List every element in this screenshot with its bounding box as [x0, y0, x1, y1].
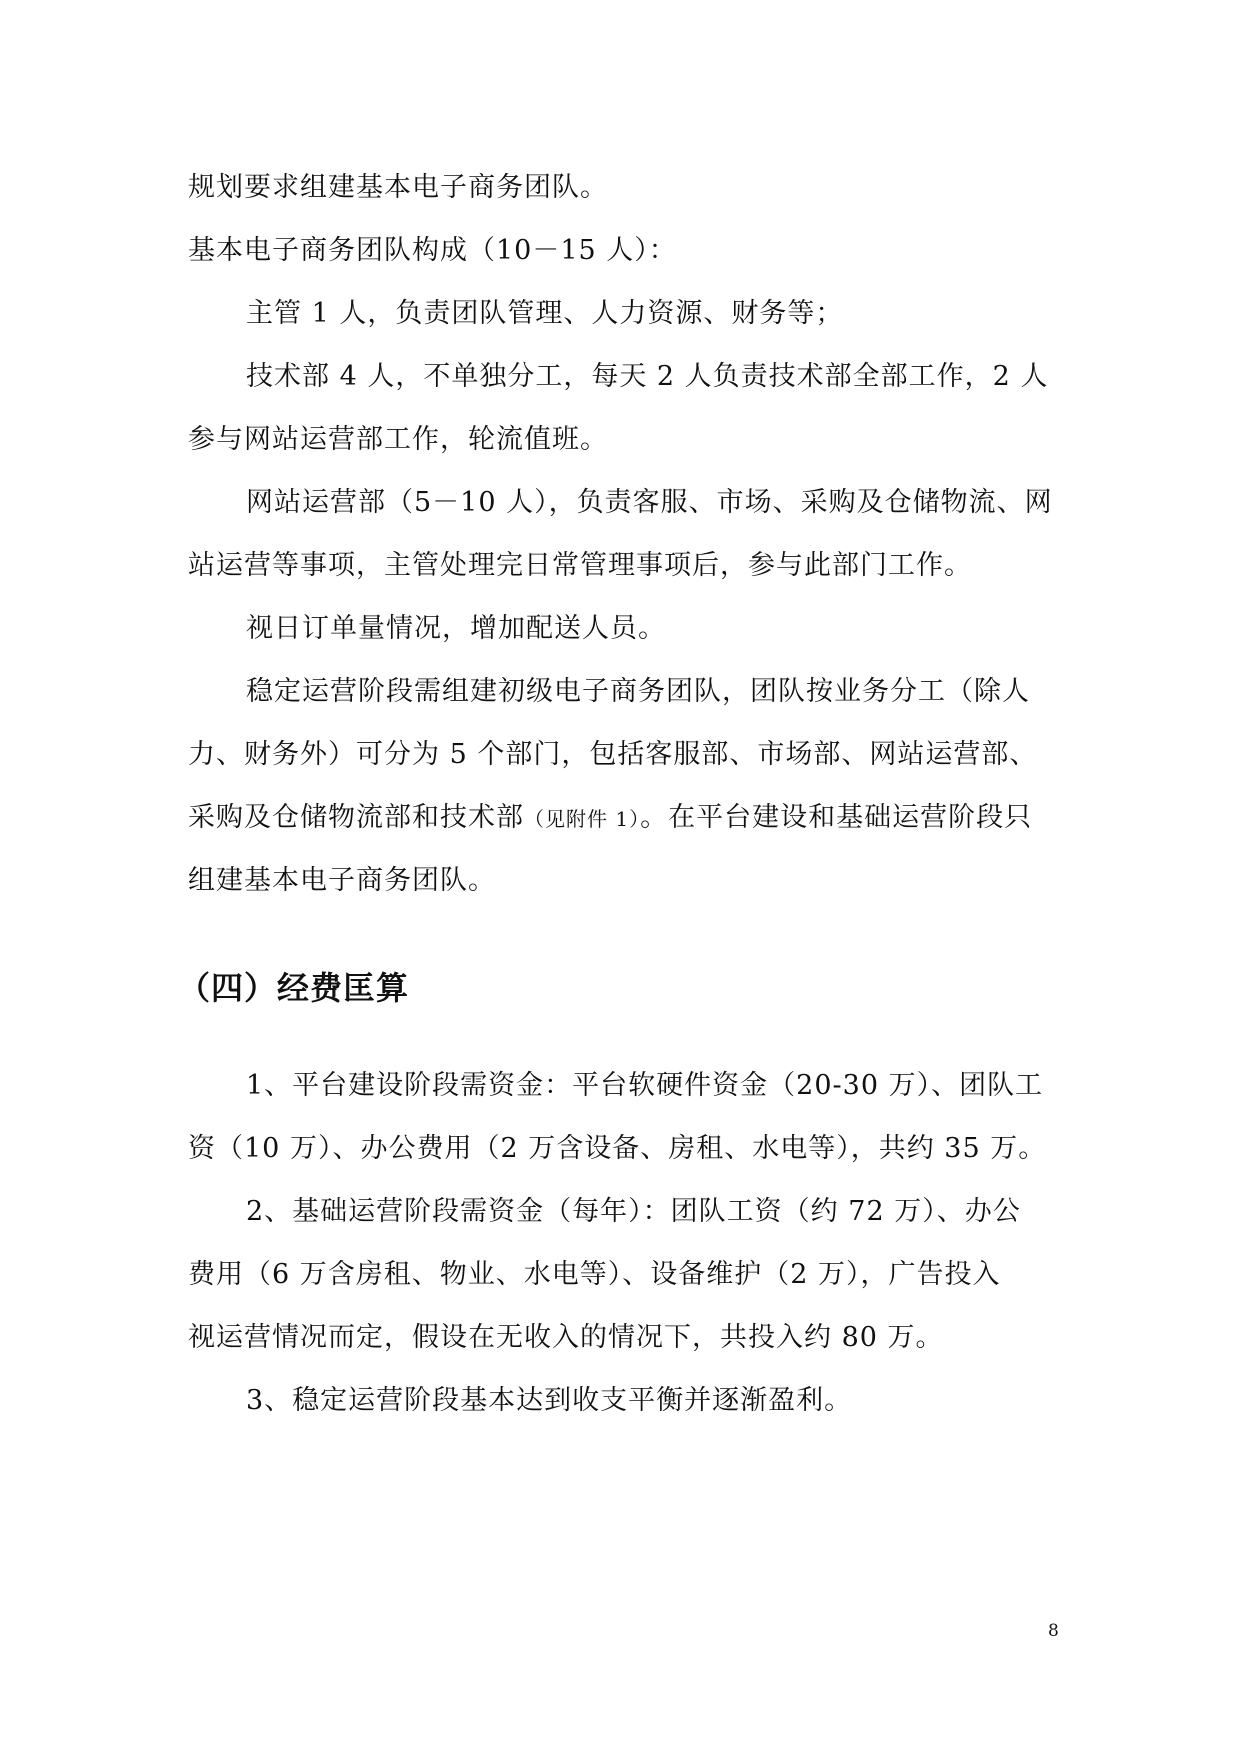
- page-number: 8: [1048, 1621, 1059, 1641]
- paragraph-line: 主管 1 人，负责团队管理、人力资源、财务等；: [246, 298, 844, 329]
- paragraph-line: 站运营等事项，主管处理完日常管理事项后，参与此部门工作。: [188, 550, 972, 581]
- paragraph-line: 网站运营部（5－10 人），负责客服、市场、采购及仓储物流、网: [246, 487, 1053, 518]
- section-three-body: [188, 156, 1063, 912]
- paragraph-line: 2、基础运营阶段需资金（每年）：团队工资（约 72 万）、办公: [246, 1196, 1021, 1227]
- paragraph-line: 费用（6 万含房租、物业、水电等）、设备维护（2 万），广告投入: [188, 1259, 1001, 1290]
- paragraph-line: 1、平台建设阶段需资金：平台软硬件资金（20-30 万）、团队工: [246, 1070, 1044, 1101]
- attachment-reference: （见附件 1）: [524, 807, 641, 831]
- paragraph-line: 3、稳定运营阶段基本达到收支平衡并逐渐盈利。: [246, 1385, 853, 1416]
- paragraph-line: 稳定运营阶段需组建初级电子商务团队，团队按业务分工（除人: [246, 676, 1030, 707]
- paragraph-line: 技术部 4 人，不单独分工，每天 2 人负责技术部全部工作，2 人: [246, 361, 1049, 392]
- paragraph-text: 采购及仓储物流部和技术部: [188, 802, 524, 833]
- paragraph-line: 资（10 万）、办公费用（2 万含设备、房租、水电等），共约 35 万。: [188, 1133, 1047, 1164]
- section-four-body: [188, 1054, 1063, 1432]
- section-heading: （四）经费匡算: [178, 969, 410, 1007]
- paragraph-line: 力、财务外）可分为 5 个部门，包括客服部、市场部、网站运营部、: [188, 739, 1038, 770]
- paragraph-line: 参与网站运营部工作，轮流值班。: [188, 424, 608, 455]
- paragraph-line: [188, 786, 1063, 849]
- paragraph-line: 基本电子商务团队构成（10－15 人）：: [188, 235, 677, 266]
- paragraph-text: 。在平台建设和基础运营阶段只: [640, 802, 1033, 833]
- paragraph-line: 视日订单量情况，增加配送人员。: [246, 613, 666, 644]
- paragraph-line: 视运营情况而定，假设在无收入的情况下，共投入约 80 万。: [188, 1322, 944, 1353]
- paragraph-line: 规划要求组建基本电子商务团队。: [188, 172, 608, 203]
- paragraph-line: 组建基本电子商务团队。: [188, 865, 496, 896]
